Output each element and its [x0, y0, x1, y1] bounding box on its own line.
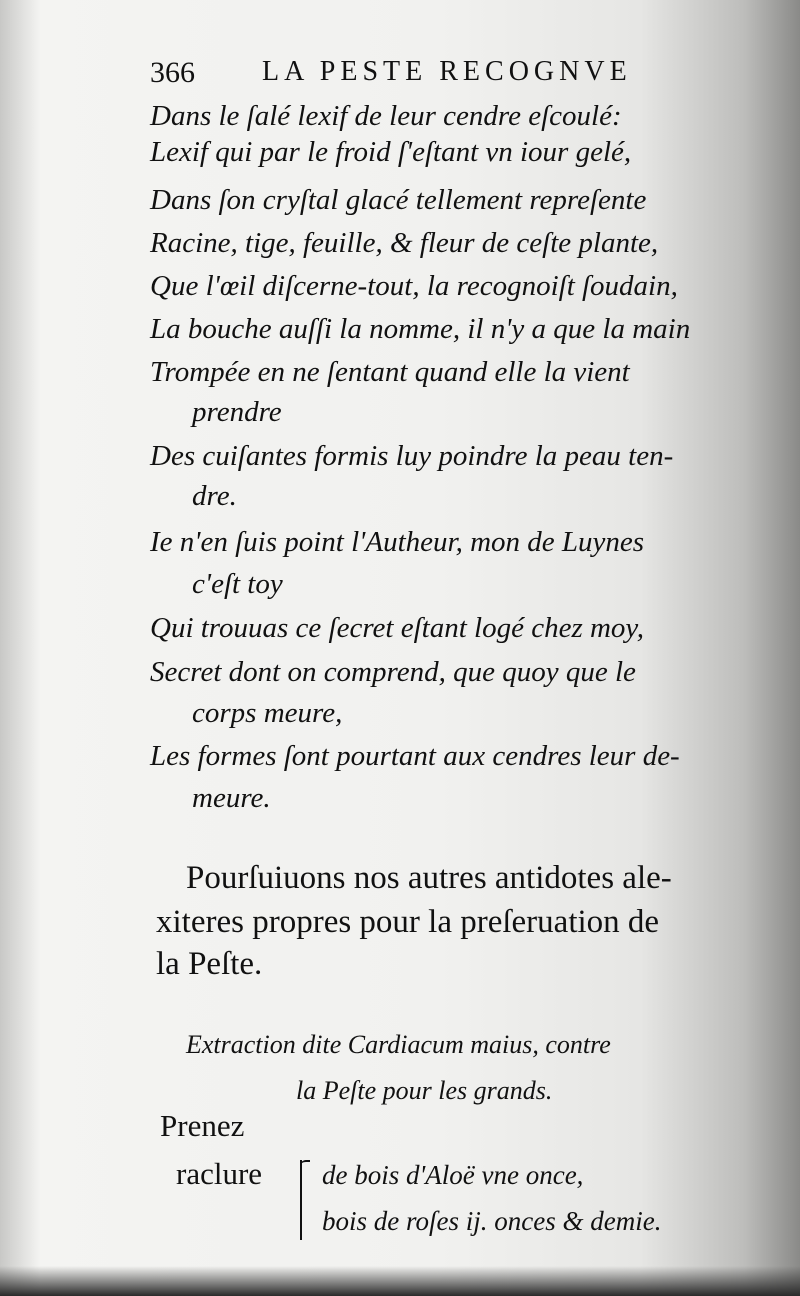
verse-line: Ie n'en ſuis point l'Autheur, mon de Luynes [150, 526, 645, 558]
ingredient-line: bois de roſes ij. onces & demie. [322, 1206, 662, 1236]
paragraph-line: xiteres propres pour la preſeruation de [156, 904, 660, 940]
section-caption: Extraction dite Cardiacum maius, contre [186, 1030, 611, 1059]
verse-line: Racine, tige, feuille, & fleur de ceſte plante, [150, 227, 659, 259]
verse-line: La bouche auſſi la nomme, il n'y a que la main [150, 313, 691, 345]
verse-line: corps meure, [192, 697, 343, 729]
verse-line: Trompée en ne ſentant quand elle la vient [150, 356, 630, 388]
ingredient-line: de bois d'Aloë vne once, [322, 1160, 584, 1190]
verse-line: Qui trouuas ce ſecret eſtant logé chez moy, [150, 612, 644, 644]
verse-line: Secret dont on comprend, que quoy que le [150, 656, 636, 688]
recipe-verb: Prenez [160, 1108, 245, 1143]
verse-line: Dans ſon cryſtal glacé tellement repreſente [150, 184, 647, 216]
brace-mark [300, 1160, 316, 1240]
verse-line: Dans le ſalé lexif de leur cendre eſcoulé: [150, 100, 622, 132]
verse-line: dre. [192, 480, 237, 512]
verse-line: meure. [192, 782, 271, 814]
section-caption: la Peſte pour les grands. [296, 1076, 553, 1105]
verse-line: Des cuiſantes formis luy poindre la peau ten- [150, 440, 674, 472]
page-header [150, 56, 710, 96]
verse-line: Les formes ſont pourtant aux cendres leur de- [150, 740, 680, 772]
verse-line: prendre [192, 396, 282, 428]
recipe-item: raclure [176, 1156, 263, 1191]
verse-line: Lexif qui par le froid ſ'eſtant vn iour gelé, [150, 136, 632, 168]
paragraph-line: la Peſte. [156, 946, 263, 982]
paragraph-line: Pourſuiuons nos autres antidotes ale- [186, 860, 672, 896]
verse-line: Que l'œil diſcerne-tout, la recognoiſt ſoudain, [150, 270, 678, 302]
verse-line: c'eſt toy [192, 568, 283, 600]
page-number: 366 [150, 56, 195, 89]
running-title: LA PESTE RECOGNVE [262, 56, 632, 87]
